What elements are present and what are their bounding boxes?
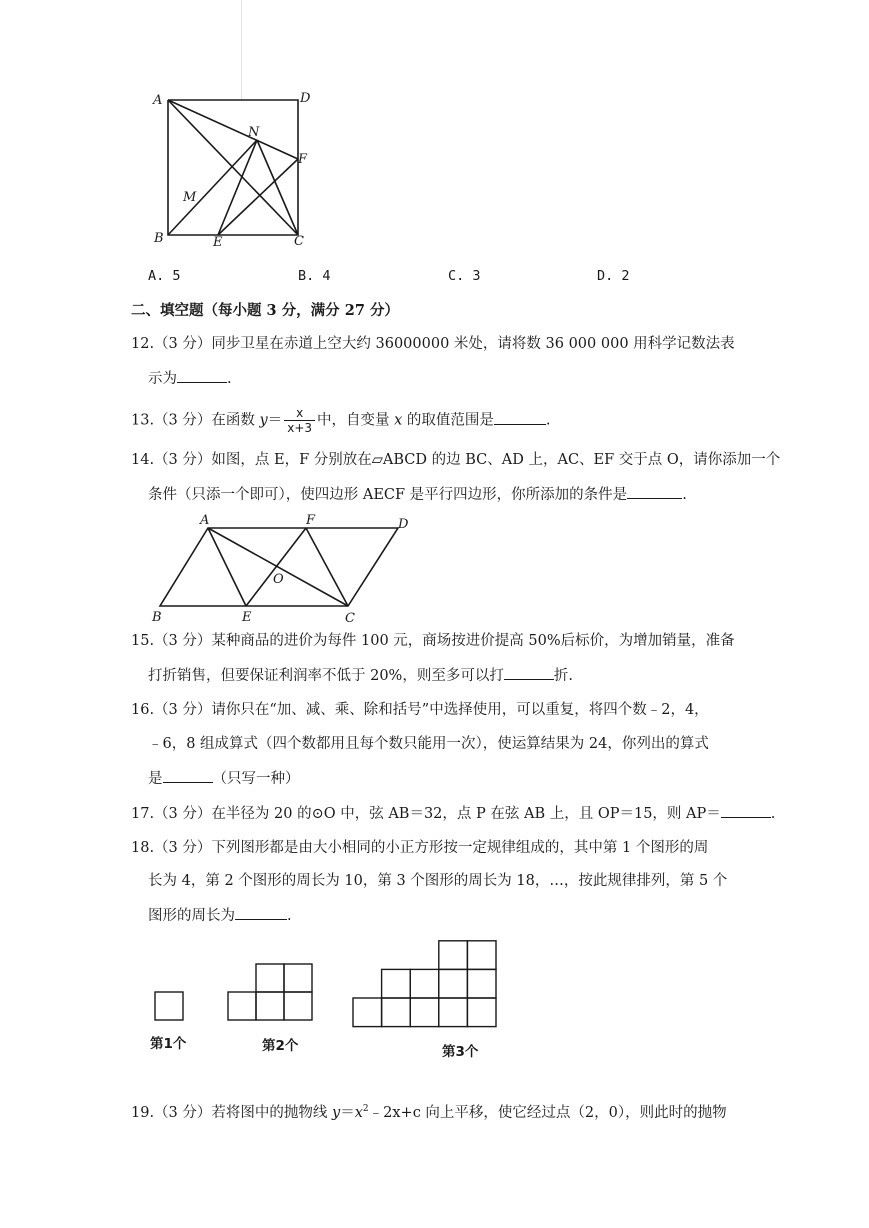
q18-line2: 长为 4，第 2 个图形的周长为 10，第 3 个图形的周长为 18，…，按此规律排列，第 5 个 [148, 873, 728, 889]
q19-eq: ＝ [340, 1104, 355, 1121]
q12-end: . [227, 371, 232, 387]
q14-prefix: 条件（只添一个即可），使四边形 AECF 是平行四边形，你所添加的条件是 [148, 487, 628, 503]
q16-line3 [148, 768, 300, 789]
q13-end: . [545, 412, 551, 429]
q13-denominator: x+3 [287, 421, 313, 435]
q19-prefix: 19.（3 分）若将图中的抛物线 [131, 1104, 333, 1121]
q18-answer-blank [235, 905, 287, 920]
q19-line [131, 1099, 727, 1123]
q15-answer-blank [504, 665, 554, 680]
option-c: C. 3 [448, 268, 481, 284]
point-o-label-14: O [273, 572, 284, 587]
option-a: A. 5 [148, 268, 181, 284]
section-title: 二、填空题（每小题 3 分，满分 27 分） [131, 302, 399, 319]
q15-end: 折. [553, 668, 573, 684]
q13-tail: 的取值范围是 [402, 412, 494, 429]
q17-text: 17.（3 分）在半径为 20 的⊙O 中，弦 AB＝32，点 P 在弦 AB 上，且 OP＝15，则 AP＝ [131, 806, 721, 822]
point-a-label-14: A [200, 513, 210, 528]
q18-line1: 18.（3 分）下列图形都是由大小相同的小正方形按一定规律组成的，其中第 1 个图形的周 [131, 840, 709, 856]
parallelogram-abcd-figure [148, 510, 423, 625]
option-b: B. 4 [298, 268, 331, 284]
pattern1-square [155, 992, 183, 1020]
q15-line2 [148, 665, 573, 686]
option-d: D. 2 [597, 268, 630, 284]
q19-exponent: 2 [362, 1104, 369, 1114]
point-f-label-14: F [306, 513, 316, 528]
q19-x: x [354, 1104, 363, 1121]
point-c-label: C [294, 234, 304, 249]
point-b-label: B [154, 231, 164, 246]
q12-line1: 12.（3 分）同步卫星在赤道上空大约 36000000 米处，请将数 36 000 000 用科学记数法表 [131, 336, 735, 352]
q19-rest: ﹣2x+c 向上平移，使它经过点（2，0），则此时的抛物 [368, 1104, 727, 1121]
point-c-label-14: C [345, 611, 355, 625]
q19-y: y [332, 1104, 341, 1121]
q13-mid: 中，自变量 [317, 412, 395, 429]
q13-numerator: x [284, 406, 315, 421]
q14-line1: 14.（3 分）如图，点 E，F 分别放在▱ABCD 的边 BC、AD 上，AC、EF 交于点 O，请你添加一个 [131, 452, 781, 468]
q14-end: . [682, 487, 687, 503]
q17-end: . [770, 806, 776, 822]
q12-answer-blank [177, 368, 227, 383]
q15-prefix: 打折销售，但要保证利润率不低于 20%，则至多可以打 [148, 668, 504, 684]
q13-line [131, 406, 551, 435]
point-e-label: E [213, 235, 223, 250]
q13-prefix: 13.（3 分）在函数 [131, 412, 260, 429]
point-a-label: A [153, 93, 163, 108]
pattern3-squares [353, 941, 496, 1027]
q13-y: y [259, 412, 268, 429]
pattern1-label: 第1个 [150, 1036, 187, 1052]
q13-eq: ＝ [267, 412, 283, 429]
point-d-label: D [300, 91, 311, 106]
q16-line2: ﹣6，8 组成算式（四个数都用且每个数只能用一次），使运算结果为 24，你列出的算式 [148, 736, 709, 752]
point-m-label: M [183, 190, 197, 205]
q15-line1: 15.（3 分）某种商品的进价为每件 100 元，商场按进价提高 50%后标价，为增加销量，准备 [131, 633, 735, 649]
q18-line3 [148, 905, 292, 926]
point-n-label: N [248, 125, 260, 140]
point-d-label-14: D [398, 517, 409, 532]
square-abcd-figure [150, 88, 320, 253]
q14-line2 [148, 484, 687, 505]
point-b-label-14: B [152, 610, 162, 625]
q12-prefix: 示为 [148, 371, 177, 387]
point-e-label-14: E [242, 610, 252, 625]
q18-end: . [287, 908, 292, 924]
page-margin-line [241, 0, 242, 100]
point-f-label: F [298, 152, 308, 167]
pattern2-squares [228, 964, 312, 1020]
pattern2-label: 第2个 [262, 1038, 299, 1054]
q13-answer-blank [494, 410, 546, 425]
q16-prefix: 是 [148, 771, 163, 787]
q13-fraction [284, 406, 315, 435]
q17-line [131, 803, 775, 824]
q17-answer-blank [721, 803, 771, 818]
q12-line2 [148, 368, 232, 389]
q14-answer-blank [627, 484, 682, 499]
q13-x: x [394, 412, 403, 429]
q16-suffix: （只写一种） [212, 771, 300, 787]
q18-prefix: 图形的周长为 [148, 908, 235, 924]
q16-answer-blank [163, 768, 213, 783]
pattern3-label: 第3个 [442, 1044, 479, 1060]
square-pattern-figure [140, 935, 540, 1065]
q16-line1: 16.（3 分）请你只在“加、减、乘、除和括号”中选择使用，可以重复，将四个数﹣2，4， [131, 702, 709, 718]
